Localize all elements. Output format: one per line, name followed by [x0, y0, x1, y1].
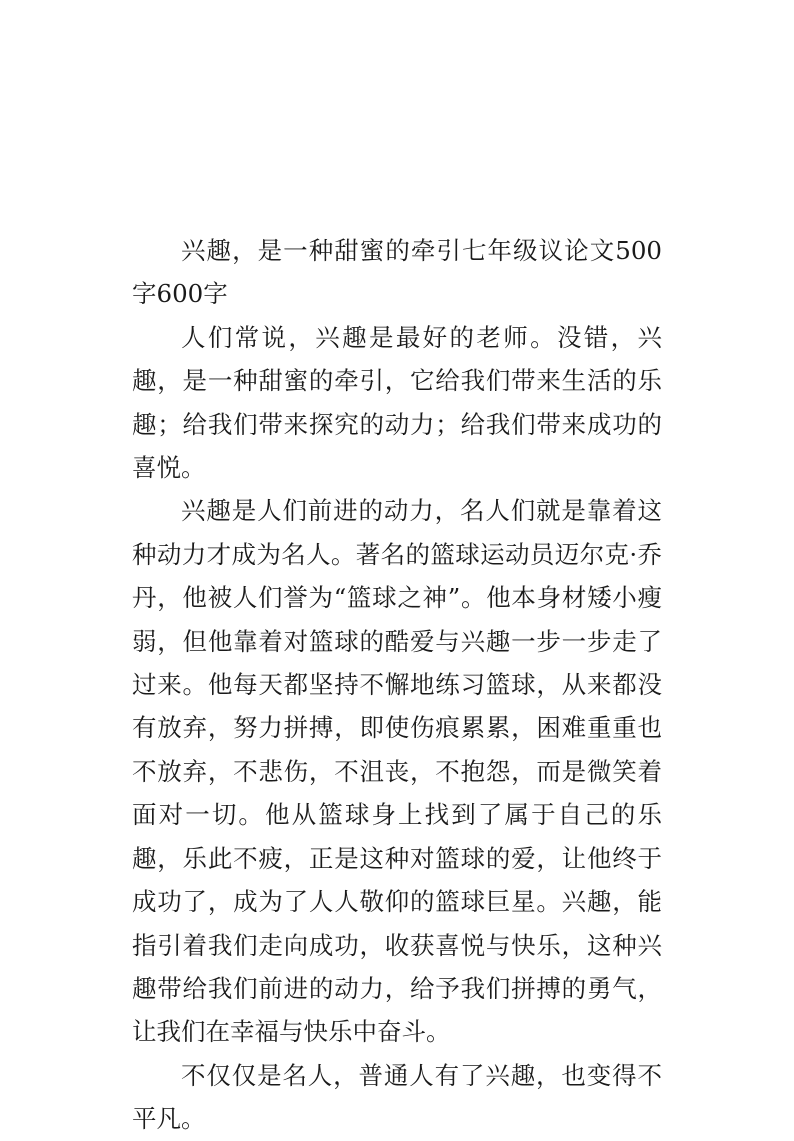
paragraph-2: 兴趣是人们前进的动力，名人们就是靠着这种动力才成为名人。著名的篮球运动员迈尔克·乔丹，他被人们誉为“篮球之神”。他本身材矮小瘦弱，但他靠着对篮球的酷爱与兴趣一步一步走了过来。他每天都坚持不懈地练习篮球，从来都没有放弃，努力拼搏，即使伤痕累累，困难重重也不放弃，不悲伤，不沮丧，不抱怨，而是微笑着面对一切。他从篮球身上找到了属于自己的乐趣，乐此不疲，正是这种对篮球的爱，让他终于成功了，成为了人人敬仰的篮球巨星。兴趣，能指引着我们走向成功，收获喜悦与快乐，这种兴趣带给我们前进的动力，给予我们拼搏的勇气，让我们在幸福与快乐中奋斗。: [132, 496, 662, 1047]
paragraph-1: 人们常说，兴趣是最好的老师。没错，兴趣，是一种甜蜜的牵引，它给我们带来生活的乐趣；给我们带来探究的动力；给我们带来成功的喜悦。: [132, 322, 662, 483]
document-page: [132, 229, 662, 1141]
paragraph-3: 不仅仅是名人，普通人有了兴趣，也变得不平凡。: [132, 1060, 662, 1134]
document-title: 兴趣，是一种甜蜜的牵引七年级议论文500字600字: [132, 236, 662, 309]
